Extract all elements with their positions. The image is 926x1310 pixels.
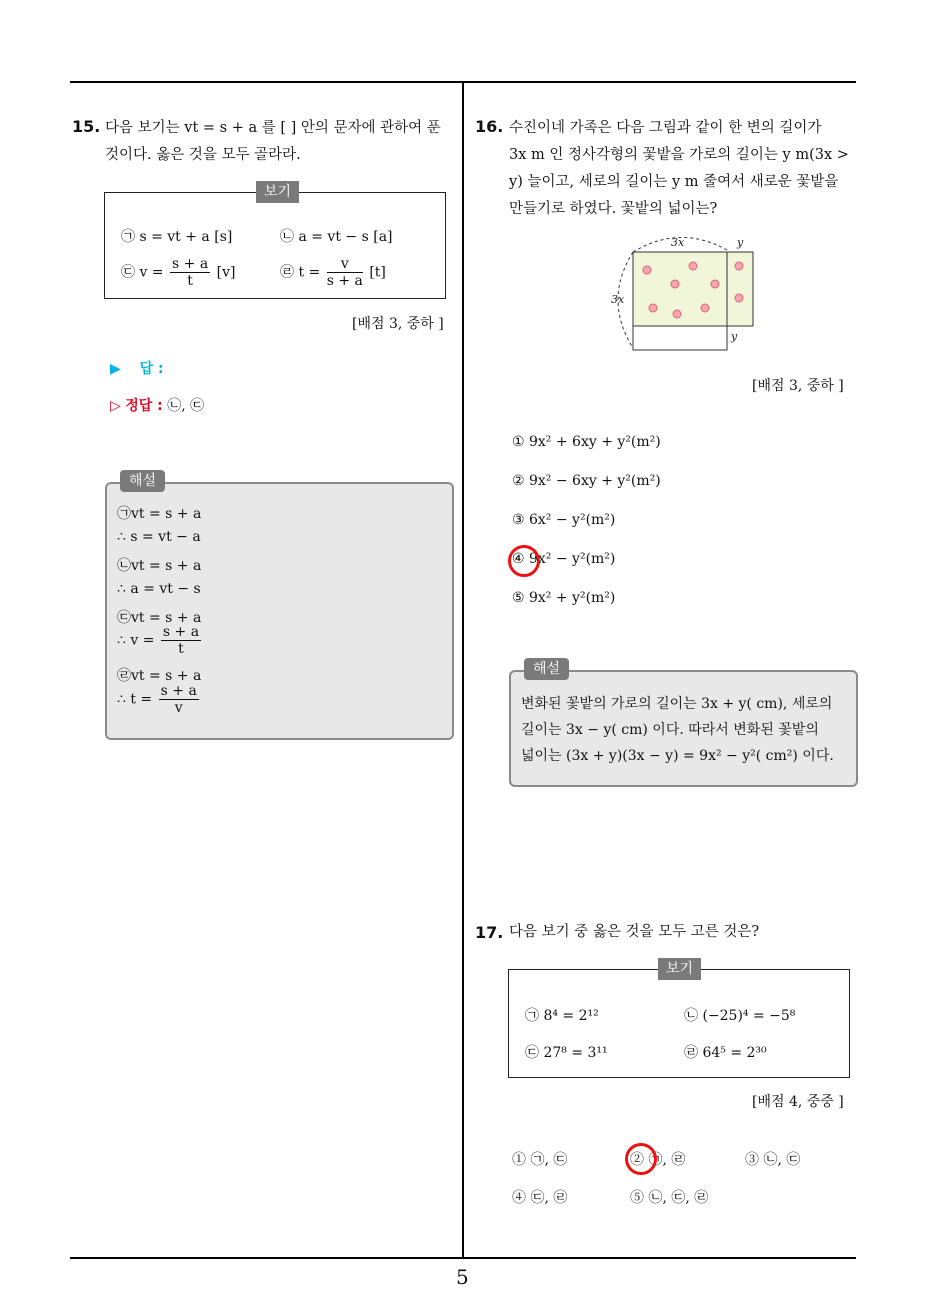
q16-explanation-label: 해설: [524, 658, 569, 680]
q15-explanation-label: 해설: [120, 470, 165, 492]
q17-text: 다음 보기 중 옳은 것을 모두 고른 것은?: [509, 924, 760, 940]
q16-garden-figure: [605, 230, 765, 355]
q17-item-2: ㉡ (−25)⁴ = −5⁸: [684, 1008, 796, 1024]
q17-item-3: ㉢ 27⁸ = 3¹¹: [525, 1045, 608, 1061]
removed-strip: [633, 326, 727, 350]
q16-score: [배점 3, 중하 ]: [752, 378, 844, 394]
q15-expl-v-prefix: ∴ v =: [117, 632, 159, 649]
q16-choice-3[interactable]: ③ 6x² − y²(m²): [512, 512, 616, 528]
q15-correct-value: ㉡, ㉢: [167, 398, 205, 414]
q17-choice-2[interactable]: ② ㉠, ㉣: [630, 1152, 686, 1168]
q15-expl-v-denominator: t: [178, 641, 184, 657]
q15-number: 15.: [72, 117, 101, 136]
q15-expl-line-5: ㉢vt = s + a: [117, 610, 202, 626]
q16-text-line1: 수진이네 가족은 다음 그림과 같이 한 변의 길이가: [509, 120, 822, 136]
q15-item-3-numerator: s + a: [172, 256, 209, 272]
q15-correct-row: [110, 395, 204, 415]
q15-expl-t-prefix: ∴ t =: [117, 691, 157, 708]
q15-item-4: [280, 256, 386, 289]
q15-expl-t-fraction: [159, 683, 199, 716]
q16-text-line2: 3x m 인 정사각형의 꽃밭을 가로의 길이는 y m(3x >: [509, 147, 849, 163]
q15-bogi-label: 보기: [256, 181, 299, 203]
fig-label-left: 3x: [611, 293, 625, 306]
fig-label-top-right: y: [737, 236, 744, 249]
q17-item-4: ㉣ 64⁵ = 2³⁰: [684, 1045, 767, 1061]
q15-item-3-prefix: ㉢ v =: [121, 264, 168, 281]
q15-item-3-suffix: [v]: [216, 264, 236, 281]
q15-expl-line-1: ㉠vt = s + a: [117, 506, 202, 522]
column-divider: [462, 81, 464, 1259]
q17-choice-5[interactable]: ⑤ ㉡, ㉢, ㉣: [630, 1190, 709, 1206]
page-number: 5: [456, 1265, 469, 1289]
q16-selected-mark: [508, 545, 540, 577]
q16-choice-1[interactable]: ① 9x² + 6xy + y²(m²): [512, 434, 661, 450]
q16-choice-5[interactable]: ⑤ 9x² + y²(m²): [512, 590, 616, 606]
fig-label-top: 3x: [671, 236, 685, 249]
q15-item-4-denominator: s + a: [326, 273, 363, 289]
q15-expl-v-fraction: [161, 624, 201, 657]
q15-text-line2: 것이다. 옳은 것을 모두 골라라.: [105, 147, 301, 163]
q15-answer-row: [110, 358, 164, 378]
q15-expl-line-8: [117, 683, 201, 716]
q15-text-line1: 다음 보기는 vt = s + a 를 [ ] 안의 문자에 관하여 푼: [105, 120, 441, 136]
q16-choice-2[interactable]: ② 9x² − 6xy + y²(m²): [512, 473, 661, 489]
fig-label-bottom-right: y: [731, 330, 738, 343]
q15-score: [배점 3, 중하 ]: [352, 316, 444, 332]
q17-choice-3[interactable]: ③ ㉡, ㉢: [745, 1152, 801, 1168]
q17-choice-1[interactable]: ① ㉠, ㉢: [512, 1152, 568, 1168]
q16-text-line3: y) 늘이고, 세로의 길이는 y m 줄여서 새로운 꽃밭을: [509, 174, 839, 190]
q15-item-3: [121, 256, 235, 289]
q15-item-4-numerator: v: [327, 256, 363, 273]
q15-item-3-denominator: t: [187, 273, 193, 289]
q17-choice-4[interactable]: ④ ㉢, ㉣: [512, 1190, 568, 1206]
q16-expl-line-2: 길이는 3x − y( cm) 이다. 따라서 변화된 꽃밭의: [521, 722, 819, 738]
q16-text-line4: 만들기로 하였다. 꽃밭의 넓이는?: [509, 201, 718, 217]
q17-bogi-label: 보기: [658, 958, 701, 980]
q17-selected-mark: [625, 1143, 657, 1175]
q15-item-4-suffix: [t]: [369, 264, 386, 281]
q15-item-2: ㉡ a = vt − s [a]: [280, 229, 393, 245]
q16-expl-line-1: 변화된 꽃밭의 가로의 길이는 3x + y( cm), 세로의: [521, 696, 833, 712]
q15-expl-line-3: ㉡vt = s + a: [117, 558, 202, 574]
q15-correct-label: 정답 :: [125, 398, 163, 414]
q15-expl-line-4: ∴ a = vt − s: [117, 581, 201, 597]
q16-number: 16.: [475, 117, 504, 136]
q17-item-1: ㉠ 8⁴ = 2¹²: [525, 1008, 599, 1024]
q16-choice-4[interactable]: ④ 9x² − y²(m²): [512, 551, 616, 567]
q15-expl-line-7: ㉣vt = s + a: [117, 668, 202, 684]
bottom-rule: [70, 1257, 856, 1259]
q15-answer-label: 답 :: [139, 361, 164, 377]
q17-score: [배점 4, 중중 ]: [752, 1094, 844, 1110]
q15-item-3-fraction: [170, 256, 210, 289]
outline-arrow-icon: ▷: [110, 398, 121, 414]
q15-expl-v-numerator: s + a: [162, 624, 200, 640]
play-arrow-icon: ▶: [110, 361, 121, 377]
q15-expl-t-denominator: v: [174, 700, 183, 716]
q17-number: 17.: [475, 923, 504, 942]
q15-item-4-fraction: [327, 256, 363, 289]
q15-expl-line-2: ∴ s = vt − a: [117, 529, 201, 545]
q15-expl-t-numerator: s + a: [160, 683, 197, 699]
q15-item-1: ㉠ s = vt + a [s]: [121, 229, 233, 245]
q15-item-4-prefix: ㉣ t =: [280, 264, 325, 281]
q15-expl-line-6: [117, 624, 203, 657]
q16-expl-line-3: 넓이는 (3x + y)(3x − y) = 9x² − y²( cm²) 이다.: [521, 748, 834, 764]
